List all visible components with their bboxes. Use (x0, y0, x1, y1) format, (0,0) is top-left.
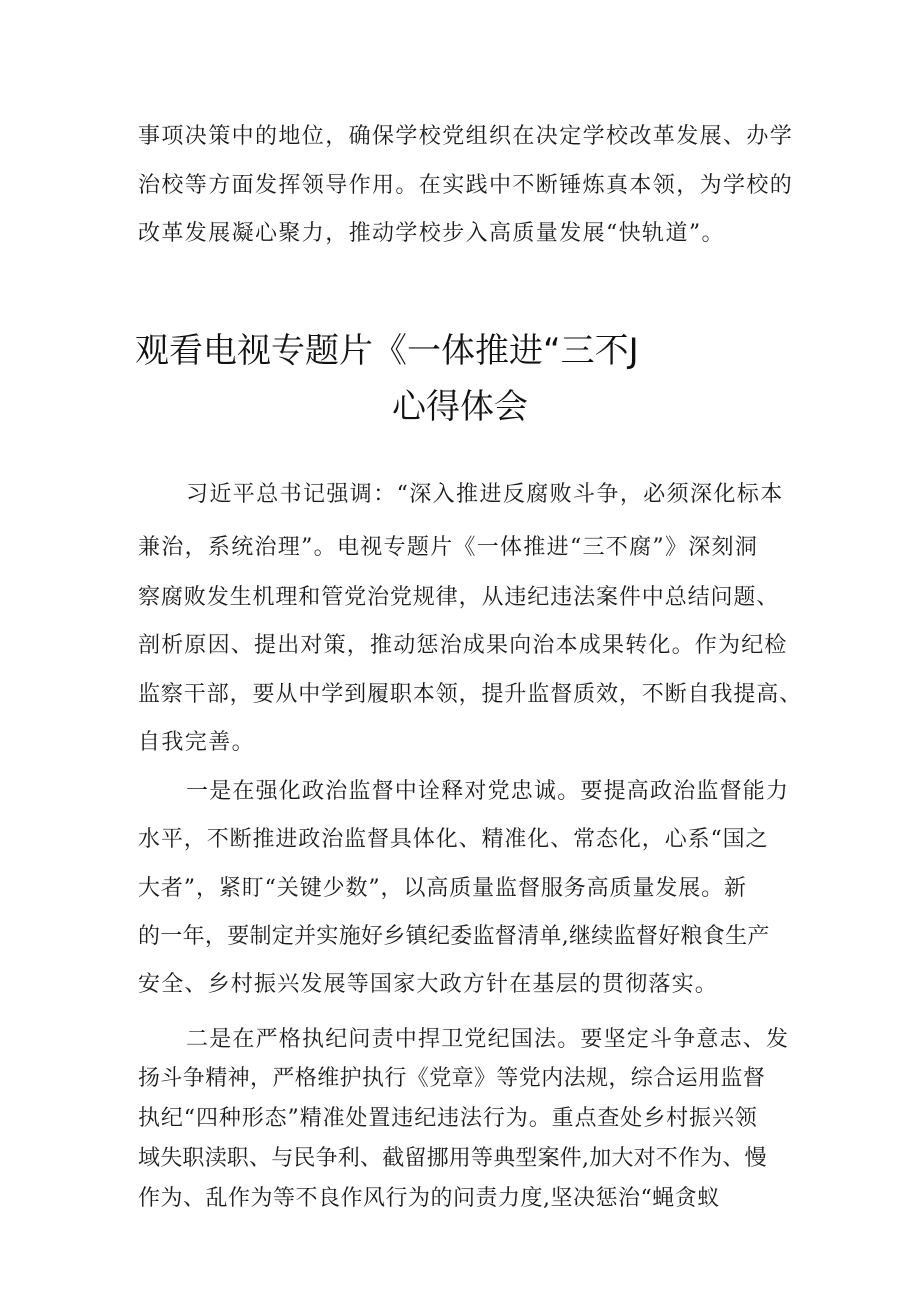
para2-line-5: 安全、乡村振兴发展等国家大政方针在基层的贯彻落实。 (138, 972, 719, 997)
intro-line-1: 事项决策中的地位，确保学校党组织在决定学校改革发展、办学 (138, 124, 794, 149)
para3-line-3: 执纪“四种形态”精准处置违纪违法行为。重点查处乡村振兴领 (138, 1106, 758, 1131)
para2-line-4: 的一年，要制定并实施好乡镇纪委监督清单,继续监督好粮食生产 (138, 924, 770, 949)
para1-line-6: 自我完善。 (138, 730, 256, 755)
para1-line-4: 剖析原因、提出对策，推动惩治成果向治本成果转化。作为纪检 (138, 633, 788, 658)
para3-line-5: 作为、乱作为等不良作风行为的问责力度,坚决惩治“蝇贪蚁 (138, 1186, 720, 1211)
article-title-line-2: 心得体会 (392, 387, 528, 427)
para3-line-4: 域失职渎职、与民争利、截留挪用等典型案件,加大对不作为、慢 (138, 1146, 767, 1171)
para2-line-3: 大者”，紧盯“关键少数”，以高质量监督服务高质量发展。新 (138, 876, 747, 901)
article-title-line-1: 观看电视专题片《一体推进“三不J (135, 331, 639, 371)
para1-line-3: 察腐败发生机理和管党治党规律，从违纪违法案件中总结问题、 (138, 585, 780, 610)
intro-line-2: 治校等方面发挥领导作用。在实践中不断锤炼真本领，为学校的 (138, 173, 794, 198)
para1-line-5: 监察干部，要从中学到履职本领，提升监督质效，不断自我提高、 (138, 682, 803, 707)
para1-line-1: 习近平总书记强调：“深入推进反腐败斗争，必须深化标本 (186, 482, 784, 507)
para2-line-2: 水平，不断推进政治监督具体化、精准化、常态化，心系“国之 (138, 827, 769, 852)
para3-line-2: 扬斗争精神，严格维护执行《党章》等党内法规，综合运用监督 (138, 1066, 766, 1091)
para1-line-2: 兼治，系统治理”。电视专题片《一体推进“三不腐”》深刻洞 (138, 535, 759, 560)
para3-line-1: 二是在严格执纪问责中捍卫党纪国法。要坚定斗争意志、发 (186, 1027, 790, 1052)
intro-line-3: 改革发展凝心聚力，推动学校步入高质量发展“快轨道”。 (138, 221, 725, 246)
para2-line-1: 一是在强化政治监督中诠释对党忠诚。要提高政治监督能力 (186, 779, 790, 804)
